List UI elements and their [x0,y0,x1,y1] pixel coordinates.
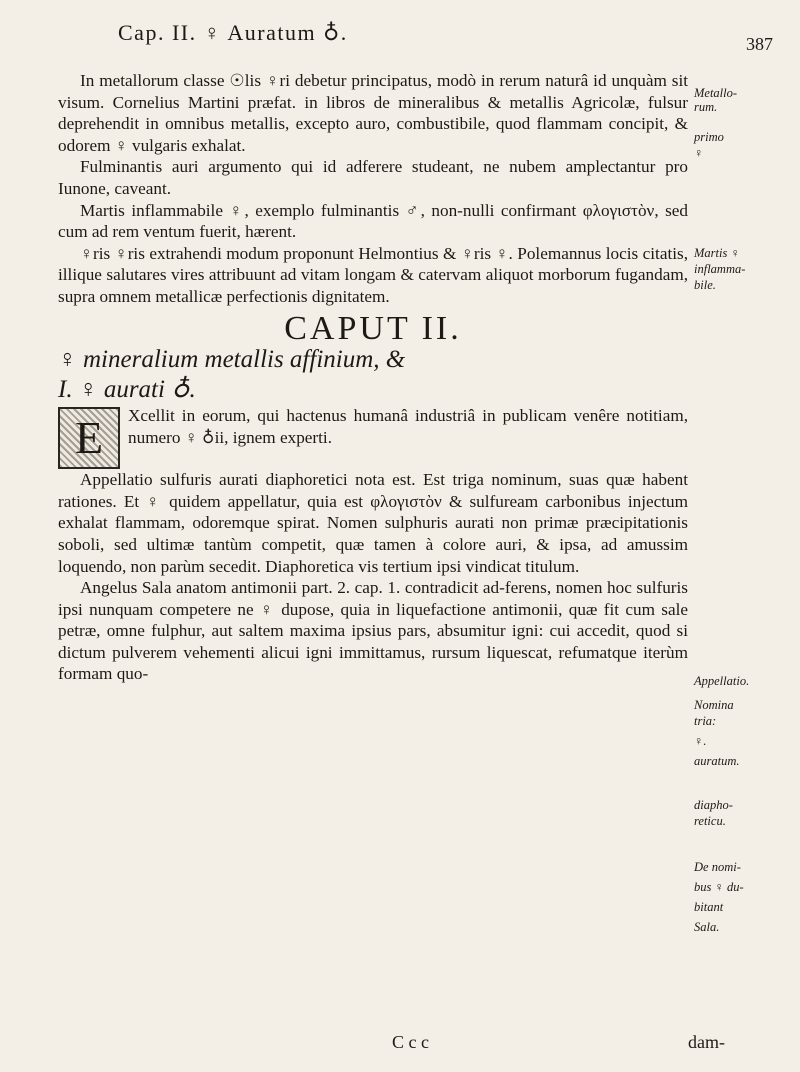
initial-letter: E [60,409,118,467]
paragraph-appellatio: Appellatio sulfuris aurati diaphoretici nota est. Est triga nominum, suas quæ habent rationes. Et ♀ quidem appellatur, quia est φλογιστὸν & sulfuream carbonibus injectum exhalat flammam, odoremque spirat. Nomen sulphuris aurati non primæ præcipitationis soboli, sed ultimæ tantùm competit, quæ tamen à colore auri, & ipsa, ad amussim loquendo, non parùm secedit. Diaphoretica vis tertium ipsi vindicat titulum. [58,470,688,576]
margin-note: Martis ♀ [694,246,740,260]
decorated-initial [58,407,120,469]
margin-note: tria: [694,714,717,728]
margin-note: bitant [694,900,724,914]
opening-paragraph [58,405,688,464]
signature-mark: C c c [392,1032,429,1052]
margin-note: Metallo- [694,86,738,100]
main-text [58,70,688,685]
margin-note: auratum. [694,754,740,768]
chapter-heading: CAPUT II. [284,309,462,347]
margin-note: bile. [694,278,716,292]
chapter-subtitle-1: ♀ mineralium metallis affinium, & [58,346,406,374]
margin-note: diapho- [694,798,733,812]
margin-note: reticu. [694,814,726,828]
margin-note: Appellatio. [694,674,750,688]
paragraph-excellit: Xcellit in eorum, qui hactenus humanâ industriâ in publicam venêre notitiam, numero ♀ ♁ii, ignem experti. [128,406,688,447]
running-head: Cap. II. ♀ Auratum ♁. [118,20,348,45]
paragraph-metallorum: In metallorum classe ☉lis ♀ri debetur principatus, modò in rerum naturâ id unquàm sit visum. Cornelius Martini præfat. in libros de mineralibus & metallis Agricolæ, fulsur deprehendit in omnibus metallis, excepto auro, combustibile, quod flammam concipit, & odorem ♀ vulgaris exhalat. [58,71,688,155]
page-number: 387 [746,34,773,54]
margin-note: ♀ [694,146,704,160]
page-header [0,0,800,76]
margin-note: primo [694,130,724,144]
paragraph-fulminantis: Fulminantis auri argumento qui id adferere studeant, ne nubem amplectantur pro Iunone, caveant. [58,157,688,198]
margin-note: Sala. [694,920,720,934]
margin-note: bus ♀ du- [694,880,744,894]
paragraph-extrahendi: ♀ris ♀ris extrahendi modum proponunt Helmontius & ♀ris ♀. Polemannus locis citatis, illique salutares vires attribuunt ad vitam longam & catervam aliquot morborum fugandam, supra omnem metallicæ perfectionis dignitatem. [58,243,688,306]
paragraph-martis: Martis inflammabile ♀, exemplo fulminantis ♂, non-nulli confirmant φλογιστὸν, sed cum ad rem ventum fuerit, hærent. [58,200,688,242]
catchword: dam- [688,1032,725,1052]
margin-note: rum. [694,100,718,114]
margin-note: De nomi- [694,860,741,874]
margin-note: inflamma- [694,262,746,276]
chapter-subtitle-2: I. ♀ aurati ♁. [58,376,196,404]
margin-note: Nomina [694,698,734,712]
margin-note: ♀. [694,734,707,748]
paragraph-angelus-sala: Angelus Sala anatom antimonii part. 2. cap. 1. contradicit ad-ferens, nomen hoc sulfuris ipsi nunquam competere ne ♀ dupose, quia in liquefactione antimonii, quæ fit cum sale petræ, omne fulphur, aut saltem maxima ipsius pars, absumitur igni: cui accedit, quod si dictum pulverem vehementi alicui igni immittamus, rursum liquescat, refumatque iterùm formam quo- [58,578,688,684]
